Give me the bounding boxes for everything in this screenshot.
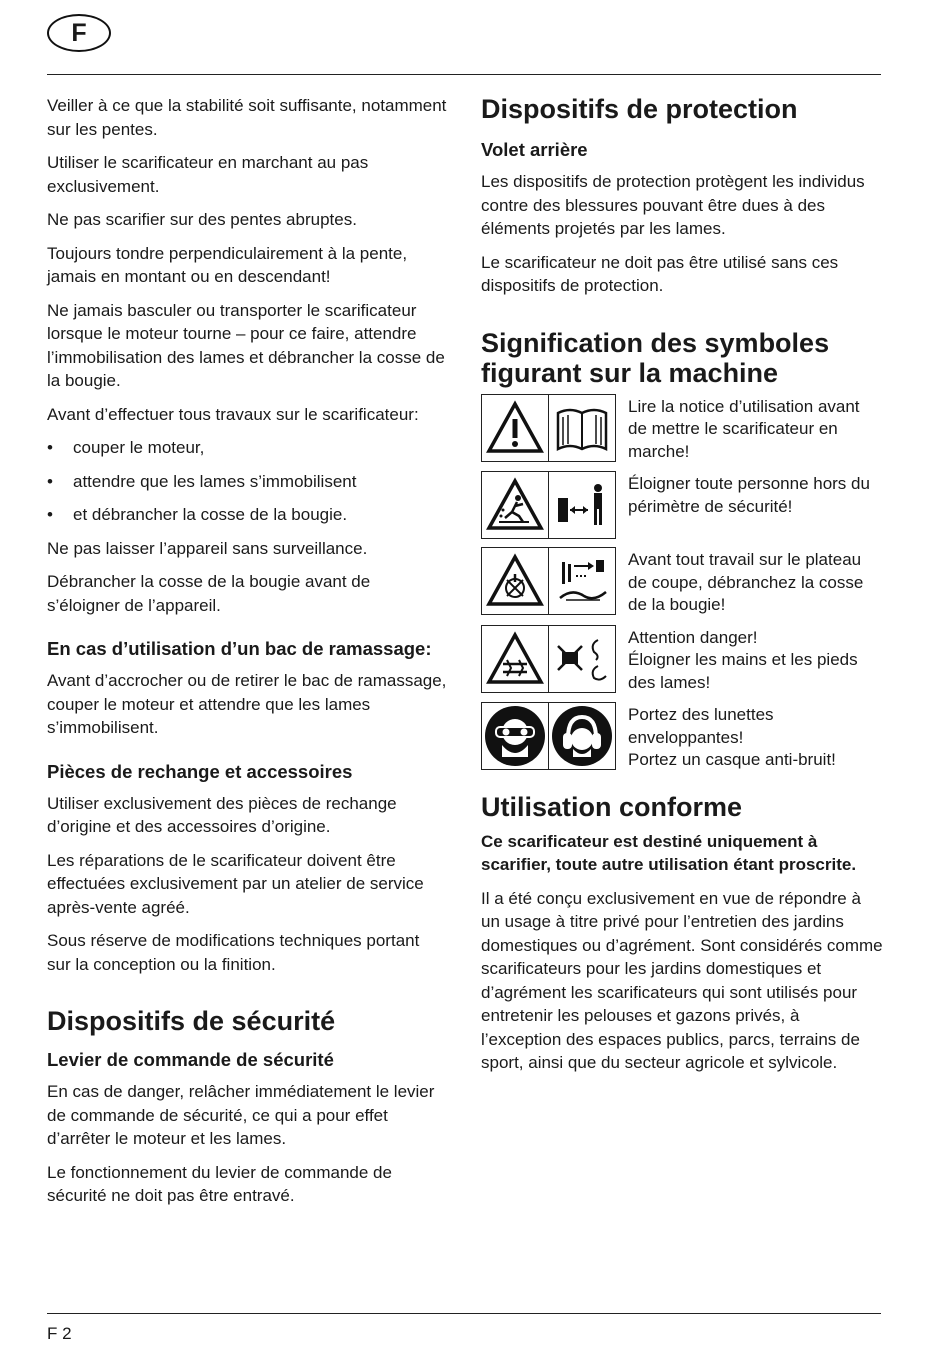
page-number: F 2 bbox=[47, 1324, 72, 1343]
symbol-pictogram bbox=[481, 471, 616, 539]
symbol-description: Portez des lunettes enveloppantes! Portez un casque anti-bruit! bbox=[628, 705, 836, 769]
safety-section-title: Dispositifs de sécurité bbox=[47, 1006, 336, 1036]
header-rule bbox=[47, 74, 881, 75]
symbol-pictogram bbox=[481, 394, 616, 462]
paragraph: Avant d’accrocher ou de retirer le bac de ramassage, couper le moteur et attendre que les lames s’immobilisent. bbox=[47, 671, 447, 737]
bag-heading: En cas d’utilisation d’un bac de ramassage: bbox=[47, 638, 432, 659]
symbol-row bbox=[481, 702, 883, 772]
use-section-title: Utilisation conforme bbox=[481, 791, 743, 822]
ejected-objects-warning-icon bbox=[482, 472, 548, 538]
symbol-row bbox=[481, 625, 883, 695]
paragraph: En cas de danger, relâcher immédiatement le levier de commande de sécurité, ce qui a pour effet d’arrêter le moteur et les lames. bbox=[47, 1082, 435, 1148]
bullet-list bbox=[47, 436, 447, 527]
symbol-description: Éloigner toute personne hors du périmètre de sécurité! bbox=[628, 474, 870, 516]
list-item: • attendre que les lames s’immobilisent bbox=[47, 470, 447, 494]
paragraph: Ne pas scarifier sur des pentes abruptes. bbox=[47, 210, 357, 229]
symbol-description: Avant tout travail sur le plateau de coupe, débranchez la cosse de la bougie! bbox=[628, 550, 864, 614]
rotating-blades-warning-icon bbox=[482, 626, 548, 692]
protection-section-title: Dispositifs de protection bbox=[481, 94, 798, 124]
keep-hands-feet-away-icon bbox=[548, 626, 615, 692]
paragraph: Utiliser le scarificateur en marchant au pas exclusivement. bbox=[47, 153, 369, 196]
paragraph: Les réparations de le scarificateur doivent être effectuées exclusivement par un atelier de service après-vente agréé. bbox=[47, 850, 424, 917]
symbol-pictogram bbox=[481, 702, 616, 770]
paragraph: Débrancher la cosse de la bougie avant de s’éloigner de l’appareil. bbox=[47, 572, 371, 615]
paragraph: Ne pas laisser l’appareil sans surveillance. bbox=[47, 538, 368, 558]
paragraph: Toujours tondre perpendiculairement à la pente, jamais en montant ou en descendant! bbox=[47, 243, 408, 286]
ear-protection-icon bbox=[548, 703, 615, 769]
paragraph: Avant d’effectuer tous travaux sur le scarificateur: bbox=[47, 404, 419, 424]
safety-goggles-icon bbox=[482, 703, 548, 769]
paragraph: Le scarificateur ne doit pas être utilisé sans ces dispositifs de protection. bbox=[481, 252, 839, 295]
manual-book-icon bbox=[548, 395, 615, 461]
warning-triangle-icon bbox=[482, 395, 548, 461]
symbols-section-title: Signification des symboles figurant sur la machine bbox=[481, 327, 830, 388]
right-column bbox=[481, 94, 883, 1085]
paragraph: Sous réserve de modifications techniques portant sur la conception ou la finition. bbox=[47, 931, 420, 974]
language-badge: F bbox=[47, 14, 111, 52]
symbol-row bbox=[481, 471, 883, 539]
symbol-description: Attention danger! Éloigner les mains et les pieds des lames! bbox=[628, 627, 858, 692]
flap-heading: Volet arrière bbox=[481, 139, 588, 160]
keep-distance-person-icon bbox=[548, 472, 615, 538]
list-item: • et débrancher la cosse de la bougie. bbox=[47, 503, 447, 527]
symbol-row bbox=[481, 547, 883, 617]
symbol-pictogram bbox=[481, 547, 616, 615]
paragraph: Ne jamais basculer ou transporter le scarificateur lorsque le moteur tourne – pour ce faire, attendre l’immobilisation des lames et débrancher la cosse de la bougie. bbox=[47, 300, 445, 390]
use-bold-paragraph: Ce scarificateur est destiné uniquement à scarifier, toute autre utilisation étant proscrite. bbox=[481, 831, 857, 874]
paragraph: Le fonctionnement du levier de commande de sécurité ne doit pas être entravé. bbox=[47, 1162, 392, 1205]
paragraph: Veiller à ce que la stabilité soit suffisante, notamment sur les pentes. bbox=[47, 96, 447, 139]
symbol-description: Lire la notice d’utilisation avant de mettre le scarificateur en marche! bbox=[628, 396, 860, 461]
footer-rule bbox=[47, 1313, 881, 1314]
paragraph: Il a été conçu exclusivement en vue de répondre à un usage à titre privé pour l’entretien des jardins domestiques ou d’agrément. Sont considérés comme scarificateurs pour les jardins domestiques et d’agrément les scarificateurs qui sont utilisés pour entretenir les pelouses et gazons privés, à l’exception des espaces publics, parcs, terrains de sport, ainsi que du secteur agricole et sylvicole. bbox=[481, 888, 883, 1072]
symbol-row bbox=[481, 394, 883, 464]
symbol-pictogram bbox=[481, 625, 616, 693]
lever-heading: Levier de commande de sécurité bbox=[47, 1049, 334, 1070]
list-item: • couper le moteur, bbox=[47, 436, 447, 460]
disconnect-spark-plug-icon bbox=[548, 548, 615, 614]
left-column bbox=[47, 94, 447, 1218]
paragraph: Utiliser exclusivement des pièces de rechange d’origine et des accessoires d’origine. bbox=[47, 793, 397, 836]
paragraph: Les dispositifs de protection protègent les individus contre des blessures pouvant être dues à des éléments projetés par les lames. bbox=[481, 172, 865, 238]
blade-warning-icon bbox=[482, 548, 548, 614]
parts-heading: Pièces de rechange et accessoires bbox=[47, 760, 353, 782]
